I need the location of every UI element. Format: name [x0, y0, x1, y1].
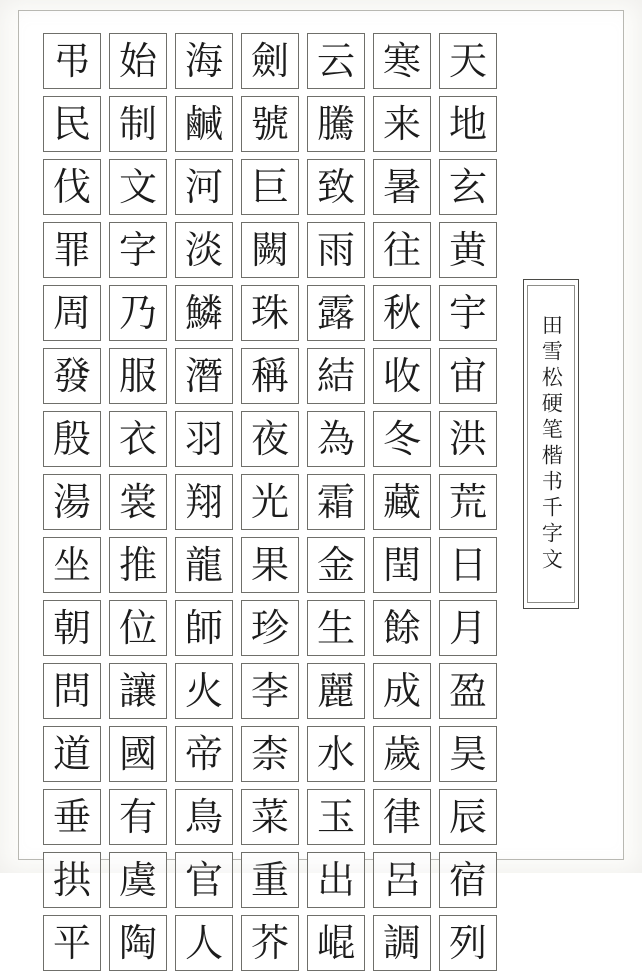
character-cell: 金 [307, 537, 365, 593]
character-cell: 洪 [439, 411, 497, 467]
character-cell: 調 [373, 915, 431, 971]
character-cell: 宙 [439, 348, 497, 404]
character-cell: 辰 [439, 789, 497, 845]
character-cell: 成 [373, 663, 431, 719]
character-cell: 天 [439, 33, 497, 89]
character-cell: 坐 [43, 537, 101, 593]
character-cell: 垂 [43, 789, 101, 845]
title-cartouche [523, 279, 579, 609]
character-cell: 珠 [241, 285, 299, 341]
character-column-6 [109, 33, 167, 971]
character-cell: 芥 [241, 915, 299, 971]
character-cell: 菜 [241, 789, 299, 845]
character-cell: 果 [241, 537, 299, 593]
character-cell: 稱 [241, 348, 299, 404]
character-cell: 黄 [439, 222, 497, 278]
character-cell: 歲 [373, 726, 431, 782]
character-cell: 拱 [43, 852, 101, 908]
character-cell: 讓 [109, 663, 167, 719]
character-cell: 巨 [241, 159, 299, 215]
character-cell: 雨 [307, 222, 365, 278]
character-cell: 師 [175, 600, 233, 656]
character-cell: 龍 [175, 537, 233, 593]
character-cell: 帝 [175, 726, 233, 782]
character-cell: 重 [241, 852, 299, 908]
character-cell: 往 [373, 222, 431, 278]
character-column-2 [373, 33, 431, 971]
page-title: 田雪松硬笔楷书千字文 [539, 314, 564, 574]
character-cell: 伐 [43, 159, 101, 215]
character-cell: 閏 [373, 537, 431, 593]
character-cell: 玉 [307, 789, 365, 845]
character-cell: 收 [373, 348, 431, 404]
character-cell: 鹹 [175, 96, 233, 152]
character-cell: 湯 [43, 474, 101, 530]
character-cell: 道 [43, 726, 101, 782]
character-cell: 光 [241, 474, 299, 530]
character-cell: 珍 [241, 600, 299, 656]
character-cell: 劍 [241, 33, 299, 89]
character-cell: 玄 [439, 159, 497, 215]
character-column-5 [175, 33, 233, 971]
character-cell: 羽 [175, 411, 233, 467]
character-cell: 崐 [307, 915, 365, 971]
character-cell: 周 [43, 285, 101, 341]
character-cell: 鳥 [175, 789, 233, 845]
character-cell: 暑 [373, 159, 431, 215]
character-cell: 冬 [373, 411, 431, 467]
paper-sheet [18, 10, 624, 965]
character-cell: 推 [109, 537, 167, 593]
character-cell: 裳 [109, 474, 167, 530]
character-cell: 云 [307, 33, 365, 89]
character-cell: 朝 [43, 600, 101, 656]
character-cell: 服 [109, 348, 167, 404]
character-grid [43, 33, 497, 971]
character-cell: 露 [307, 285, 365, 341]
character-cell: 餘 [373, 600, 431, 656]
character-cell: 為 [307, 411, 365, 467]
character-cell: 荒 [439, 474, 497, 530]
character-cell: 乃 [109, 285, 167, 341]
title-cartouche-inner [527, 285, 575, 603]
character-cell: 罪 [43, 222, 101, 278]
character-cell: 號 [241, 96, 299, 152]
character-cell: 潛 [175, 348, 233, 404]
character-cell: 翔 [175, 474, 233, 530]
character-cell: 昊 [439, 726, 497, 782]
character-cell: 發 [43, 348, 101, 404]
character-cell: 寒 [373, 33, 431, 89]
character-cell: 國 [109, 726, 167, 782]
character-cell: 騰 [307, 96, 365, 152]
character-cell: 海 [175, 33, 233, 89]
character-cell: 秋 [373, 285, 431, 341]
character-cell: 弔 [43, 33, 101, 89]
character-cell: 淡 [175, 222, 233, 278]
character-cell: 問 [43, 663, 101, 719]
character-cell: 字 [109, 222, 167, 278]
character-column-3 [307, 33, 365, 971]
character-cell: 制 [109, 96, 167, 152]
character-cell: 結 [307, 348, 365, 404]
character-cell: 民 [43, 96, 101, 152]
character-cell: 陶 [109, 915, 167, 971]
character-cell: 水 [307, 726, 365, 782]
character-cell: 人 [175, 915, 233, 971]
character-cell: 致 [307, 159, 365, 215]
character-cell: 夜 [241, 411, 299, 467]
character-cell: 河 [175, 159, 233, 215]
character-cell: 生 [307, 600, 365, 656]
character-cell: 宿 [439, 852, 497, 908]
character-cell: 盈 [439, 663, 497, 719]
character-cell: 鱗 [175, 285, 233, 341]
character-cell: 出 [307, 852, 365, 908]
character-cell: 地 [439, 96, 497, 152]
character-column-4 [241, 33, 299, 971]
character-cell: 霜 [307, 474, 365, 530]
character-cell: 有 [109, 789, 167, 845]
character-cell: 虞 [109, 852, 167, 908]
character-cell: 位 [109, 600, 167, 656]
character-cell: 平 [43, 915, 101, 971]
character-cell: 火 [175, 663, 233, 719]
character-cell: 官 [175, 852, 233, 908]
character-cell: 呂 [373, 852, 431, 908]
character-cell: 殷 [43, 411, 101, 467]
character-cell: 列 [439, 915, 497, 971]
character-cell: 律 [373, 789, 431, 845]
character-cell: 月 [439, 600, 497, 656]
character-cell: 始 [109, 33, 167, 89]
character-cell: 麗 [307, 663, 365, 719]
character-cell: 闕 [241, 222, 299, 278]
character-cell: 衣 [109, 411, 167, 467]
character-cell: 文 [109, 159, 167, 215]
character-cell: 藏 [373, 474, 431, 530]
character-cell: 来 [373, 96, 431, 152]
character-cell: 宇 [439, 285, 497, 341]
character-cell: 李 [241, 663, 299, 719]
character-cell: 日 [439, 537, 497, 593]
character-column-7 [43, 33, 101, 971]
character-cell: 柰 [241, 726, 299, 782]
character-column-1 [439, 33, 497, 971]
